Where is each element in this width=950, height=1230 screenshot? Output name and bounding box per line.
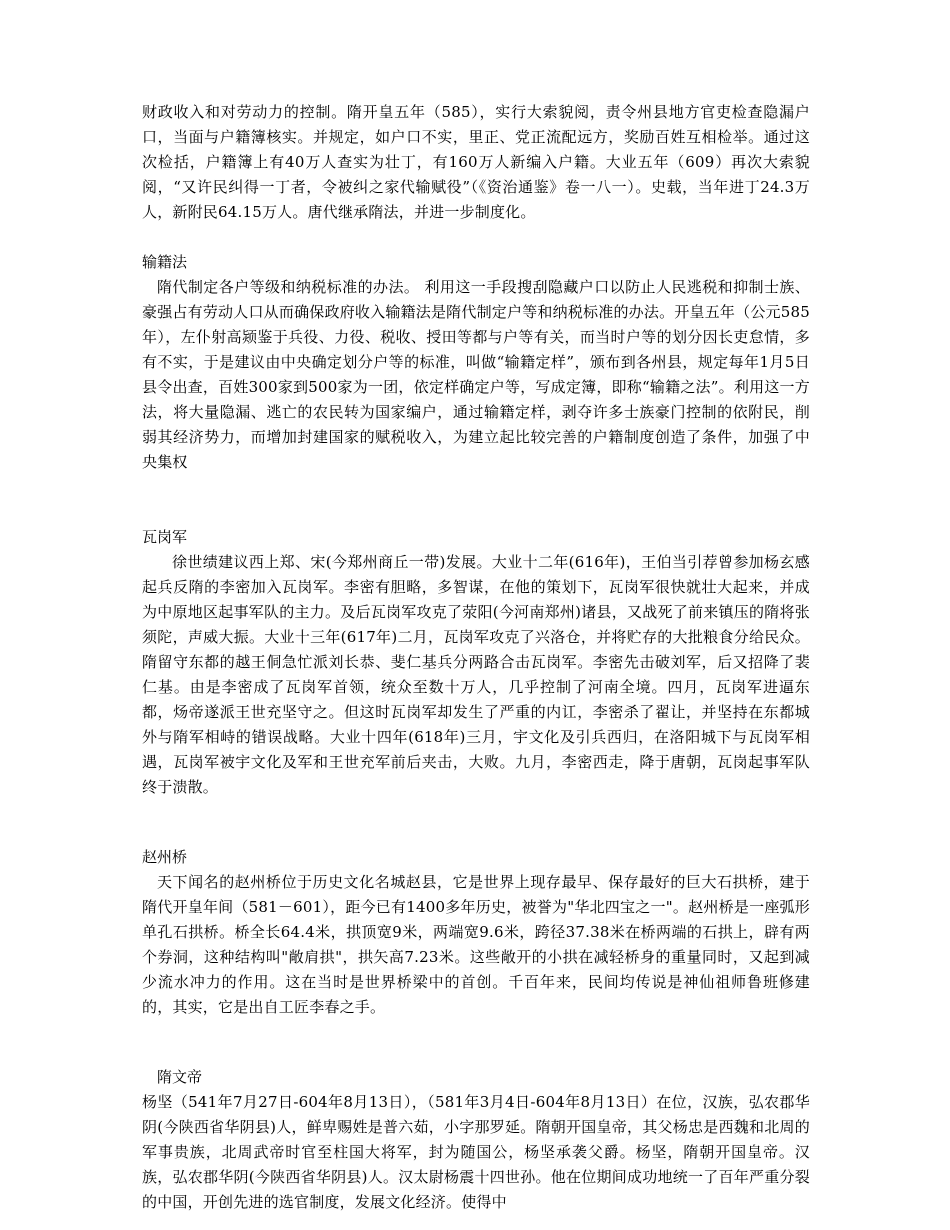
intro-paragraph: 财政收入和对劳动力的控制。隋开皇五年（585），实行大索貌阅，责令州县地方官吏检查隐漏户口，当面与户籍簿核实。并规定，如户口不实，里正、党正流配远方，奖励百姓互相检举。通过这次检括，户籍簿上有40万人查实为壮丁，有160万人新编入户籍。大业五年（609）再次大索貌阅，“又许民纠得一丁者，令被纠之家代输赋役”（《资治通鉴》卷一八一）。史载，当年进丁24.3万人，新附民64.15万人。唐代继承隋法，并进一步制度化。 — [142, 103, 810, 221]
heading-wagang: 瓦岗军 — [142, 528, 188, 546]
document-page — [142, 100, 810, 1215]
heading-suiwendi: 隋文帝 — [157, 1068, 203, 1086]
wagang-paragraph: 徐世绩建议西上郑、宋(今郑州商丘一带)发展。大业十二年(616年)，王伯当引荐曾参加杨玄感起兵反隋的李密加入瓦岗军。李密有胆略，多智谋，在他的策划下，瓦岗军很快就壮大起来，并成为中原地区起事军队的主力。及后瓦岗军攻克了荥阳(今河南郑州)诸县，又战死了前来镇压的隋将张须陀，声威大振。大业十三年(617年)二月，瓦岗军攻克了兴洛仓，并将贮存的大批粮食分给民众。隋留守东都的越王侗急忙派刘长恭、斐仁基兵分两路合击瓦岗军。李密先击破刘军，后又招降了裴仁基。由是李密成了瓦岗军首领，统众至数十万人，几乎控制了河南全境。四月，瓦岗军进逼东都，炀帝遂派王世充坚守之。但这时瓦岗军却发生了严重的内讧，李密杀了翟让，并坚持在东都城外与隋军相峙的错误战略。大业十四年(618年)三月，宇文化及引兵西归，在洛阳城下与瓦岗军相遇，瓦岗军被宇文化及军和王世充军前后夹击，大败。九月，李密西走，降于唐朝，瓦岗起事军队终于溃散。 — [142, 553, 810, 796]
section-spacer — [142, 800, 810, 845]
heading-zhaozhou: 赵州桥 — [142, 848, 188, 866]
heading-shuji: 输籍法 — [142, 253, 188, 271]
zhaozhou-paragraph: 天下闻名的赵州桥位于历史文化名城赵县，它是世界上现存最早、保存最好的巨大石拱桥，建于隋代开皇年间（581－601），距今已有1400多年历史，被誉为"华北四宝之一"。赵州桥是一座弧形单孔石拱桥。桥全长64.4米，拱顶宽9米，两端宽9.6米，跨径37.38米在桥两端的石拱上，辟有两个券洞，这种结构叫"敞肩拱"，拱矢高7.23米。这些敞开的小拱在减轻桥身的重量同时，又起到减少流水冲力的作用。这在当时是世界桥梁中的首创。千百年来，民间均传说是神仙祖师鲁班修建的，其实，它是出自工匠李春之手。 — [142, 873, 810, 1016]
suiwendi-paragraph: 杨坚（541年7月27日-604年8月13日），（581年3月4日-604年8月13日）在位，汉族，弘农郡华阴(今陕西省华阴县)人，鲜卑赐姓是普六茹，小字那罗延。隋朝开国皇帝，其父杨忠是西魏和北周的军事贵族，北周武帝时官至柱国大将军，封为随国公，杨坚承袭父爵。杨坚，隋朝开国皇帝。汉族，弘农郡华阴(今陕西省华阴县)人。汉太尉杨震十四世孙。他在位期间成功地统一了百年严重分裂的中国，开创先进的选官制度，发展文化经济。使得中 — [142, 1093, 810, 1211]
section-spacer — [142, 475, 810, 525]
section-spacer — [142, 225, 810, 250]
shuji-paragraph: 隋代制定各户等级和纳税标准的办法。 利用这一手段搜刮隐藏户口以防止人民逃税和抑制士族、豪强占有劳动人口从而确保政府收入输籍法是隋代制定户等和纳税标准的办法。开皇五年（公元585年），左仆射高颎鉴于兵役、力役、税收、授田等都与户等有关，而当时户等的划分因长吏怠情，多有不实，于是建议由中央确定划分户等的标准，叫做“输籍定样”，颁布到各州县，规定每年1月5日县令出查，百姓300家到500家为一团，依定样确定户等，写成定簿，即称“输籍之法”。利用这一方法，将大量隐漏、逃亡的农民转为国家编户，通过输籍定样，剥夺许多士族豪门控制的依附民，削弱其经济势力，而增加封建国家的赋税收入，为建立起比较完善的户籍制度创造了条件，加强了中央集权 — [142, 278, 810, 471]
section-spacer — [142, 1020, 810, 1065]
